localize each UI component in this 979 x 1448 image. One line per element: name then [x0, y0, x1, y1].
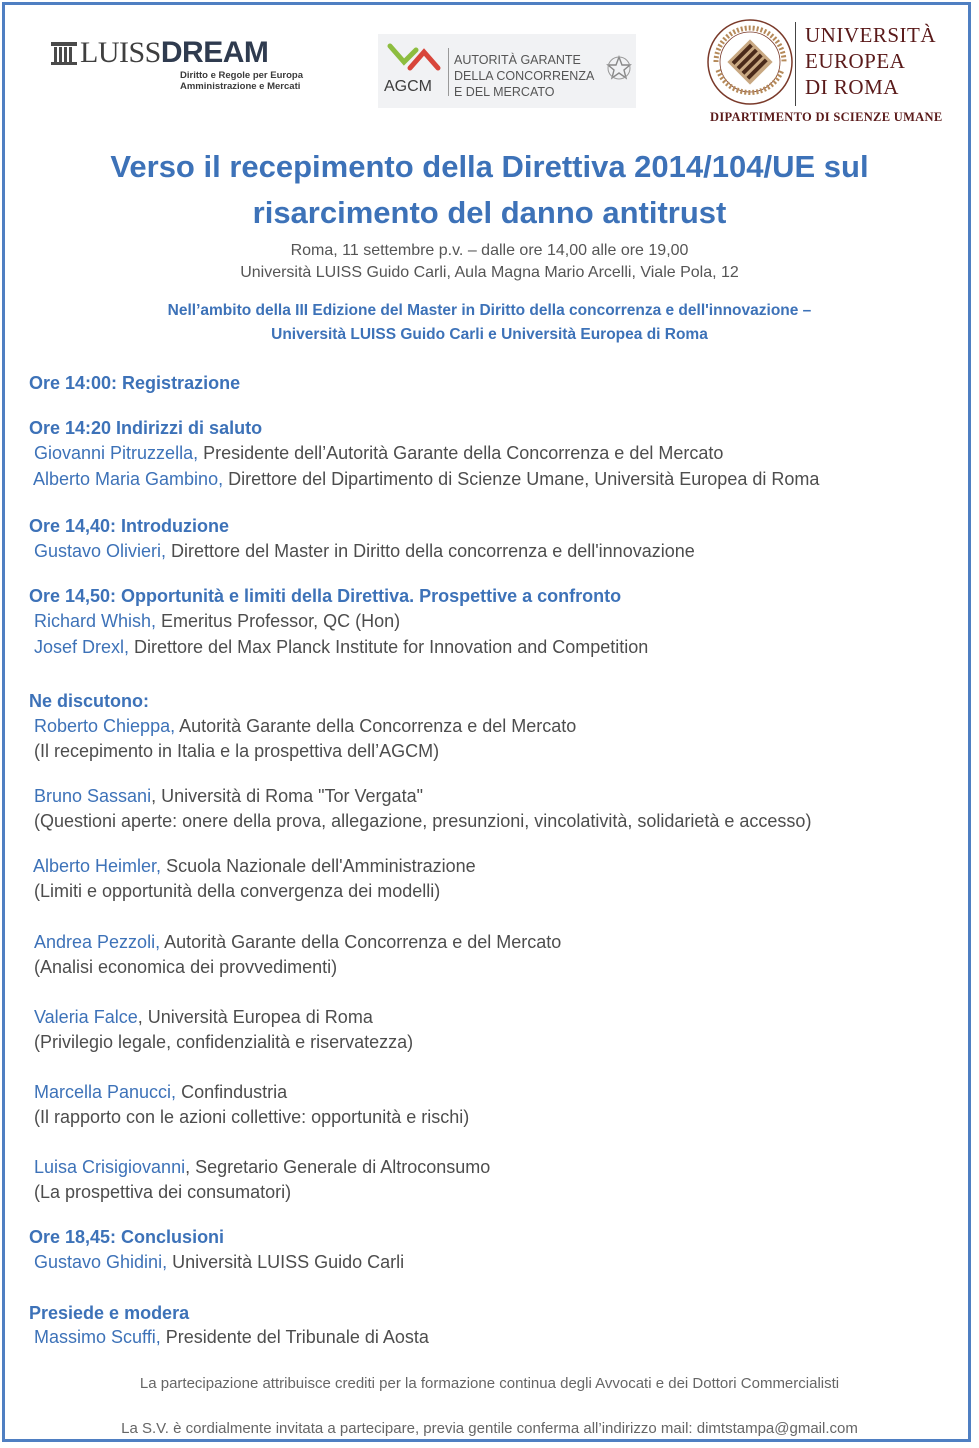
luiss-logo-subtitle: Diritto e Regole per Europa Amministrazione e Mercati — [180, 70, 303, 92]
speaker-line — [34, 611, 400, 632]
chair-heading: Presiede e modera — [29, 1303, 190, 1323]
speaker-name: Giovanni Pitruzzella, — [34, 443, 199, 463]
event-date-time: Roma, 11 settembre p.v. – dalle ore 14,00 alle ore 19,00 — [290, 242, 689, 259]
speaker-topic: (Questioni aperte: onere della prova, allegazione, presunzioni, vincolatività, solidarietà e accesso) — [34, 811, 812, 831]
discussion-heading: Ne discutono: — [29, 691, 149, 711]
agcm-divider — [448, 48, 449, 96]
speaker-name: Gustavo Ghidini, — [34, 1252, 168, 1272]
speaker-line — [34, 786, 423, 807]
speaker-line — [34, 443, 723, 464]
speaker-name: Josef Drexl, — [34, 637, 130, 657]
speaker-role: Direttore del Dipartimento di Scienze Umane, Università Europea di Roma — [223, 469, 820, 489]
agcm-short-name: AGCM — [384, 78, 432, 95]
luiss-dream-logo — [50, 38, 320, 98]
event-venue: Università LUISS Guido Carli, Aula Magna Mario Arcelli, Viale Pola, 12 — [240, 264, 739, 281]
speaker-line — [34, 1252, 404, 1273]
speaker-name: Bruno Sassani — [34, 786, 152, 806]
speaker-topic: (Analisi economica dei provvedimenti) — [34, 957, 338, 977]
agcm-mark-icon — [386, 42, 442, 78]
introduction-heading: Ore 14,40: Introduzione — [29, 516, 230, 536]
speaker-topic: (Il rapporto con le azioni collettive: opportunità e rischi) — [34, 1107, 470, 1127]
agcm-logo — [378, 34, 636, 108]
speaker-name: Marcella Panucci, — [34, 1082, 177, 1102]
speaker-role: , Università Europea di Roma — [137, 1007, 373, 1027]
speaker-line — [34, 932, 561, 953]
uer-logo — [700, 16, 943, 128]
speaker-role: Presidente dell’Autorità Garante della Concorrenza e del Mercato — [198, 443, 724, 463]
speaker-line — [34, 1082, 287, 1103]
opportunities-heading: Ore 14,50: Opportunità e limiti della Direttiva. Prospettive a confronto — [29, 586, 622, 606]
speaker-role: Autorità Garante della Concorrenza e del Mercato — [175, 716, 577, 736]
speaker-role: , Università di Roma "Tor Vergata" — [151, 786, 423, 806]
framework-line-2: Università LUISS Guido Carli e Università Europea di Roma — [271, 326, 708, 343]
speaker-topic: (Limiti e opportunità della convergenza dei modelli) — [34, 881, 441, 901]
republic-emblem-icon — [606, 54, 632, 84]
speaker-role: Direttore del Master in Diritto della concorrenza e dell'innovazione — [166, 541, 695, 561]
speaker-role: , Segretario Generale di Altroconsumo — [185, 1157, 491, 1177]
speaker-name: Gustavo Olivieri, — [34, 541, 167, 561]
speaker-line — [34, 1157, 490, 1178]
luiss-logo-name: LUISSDREAM — [80, 36, 269, 69]
registration-heading: Ore 14:00: Registrazione — [29, 373, 241, 393]
column-icon — [50, 40, 78, 66]
speaker-role: Confindustria — [176, 1082, 288, 1102]
speaker-line — [34, 637, 648, 658]
speaker-line — [34, 716, 576, 737]
credits-note: La partecipazione attribuisce crediti per la formazione continua degli Avvocati e dei Dottori Commercialisti — [139, 1375, 840, 1392]
speaker-role: Scuola Nazionale dell'Amministrazione — [161, 856, 476, 876]
speaker-line — [34, 1007, 373, 1028]
speaker-line — [34, 541, 695, 562]
speaker-name: Valeria Falce — [34, 1007, 138, 1027]
university-seal-icon — [704, 16, 796, 108]
speaker-role: Emeritus Professor, QC (Hon) — [156, 611, 401, 631]
speaker-name: Massimo Scuffi, — [34, 1327, 161, 1347]
speaker-name: Alberto Heimler, — [33, 856, 162, 876]
invitation-note: La S.V. è cordialmente invitata a partecipare, previa gentile conferma all’indirizzo mail: dimtstampa@gmail.com — [121, 1420, 858, 1437]
speaker-name: Alberto Maria Gambino, — [33, 469, 224, 489]
conclusions-heading: Ore 18,45: Conclusioni — [29, 1227, 225, 1247]
speaker-role: Autorità Garante della Concorrenza e del Mercato — [160, 932, 562, 952]
speaker-topic: (Privilegio legale, confidenzialità e riservatezza) — [34, 1032, 414, 1052]
uer-department: DIPARTIMENTO DI SCIENZE UMANE — [710, 110, 943, 124]
speaker-line — [33, 469, 819, 490]
speaker-topic: (La prospettiva dei consumatori) — [34, 1182, 292, 1202]
greetings-heading: Ore 14:20 Indirizzi di saluto — [29, 418, 263, 438]
speaker-name: Roberto Chieppa, — [34, 716, 176, 736]
uer-divider — [795, 22, 796, 106]
event-title: Verso il recepimento della Direttiva 2014/104/UE sul risarcimento del danno antitrust — [110, 149, 869, 230]
speaker-role: Direttore del Max Planck Institute for Innovation and Competition — [129, 637, 649, 657]
uer-name: UNIVERSITÀ EUROPEA DI ROMA — [805, 23, 936, 99]
speaker-role: Presidente del Tribunale di Aosta — [160, 1327, 429, 1347]
speaker-name: Luisa Crisigiovanni — [34, 1157, 186, 1177]
speaker-line — [34, 1327, 429, 1348]
speaker-role: Università LUISS Guido Carli — [167, 1252, 405, 1272]
speaker-name: Andrea Pezzoli, — [34, 932, 161, 952]
speaker-line — [33, 856, 476, 877]
framework-line-1: Nell’ambito della III Edizione del Master in Diritto della concorrenza e dell'innovazione – — [167, 302, 812, 319]
speaker-topic: (Il recepimento in Italia e la prospettiva dell’AGCM) — [34, 741, 440, 761]
agcm-full-name: AUTORITÀ GARANTE DELLA CONCORRENZA E DEL MERCATO — [454, 53, 595, 99]
speaker-name: Richard Whish, — [34, 611, 157, 631]
